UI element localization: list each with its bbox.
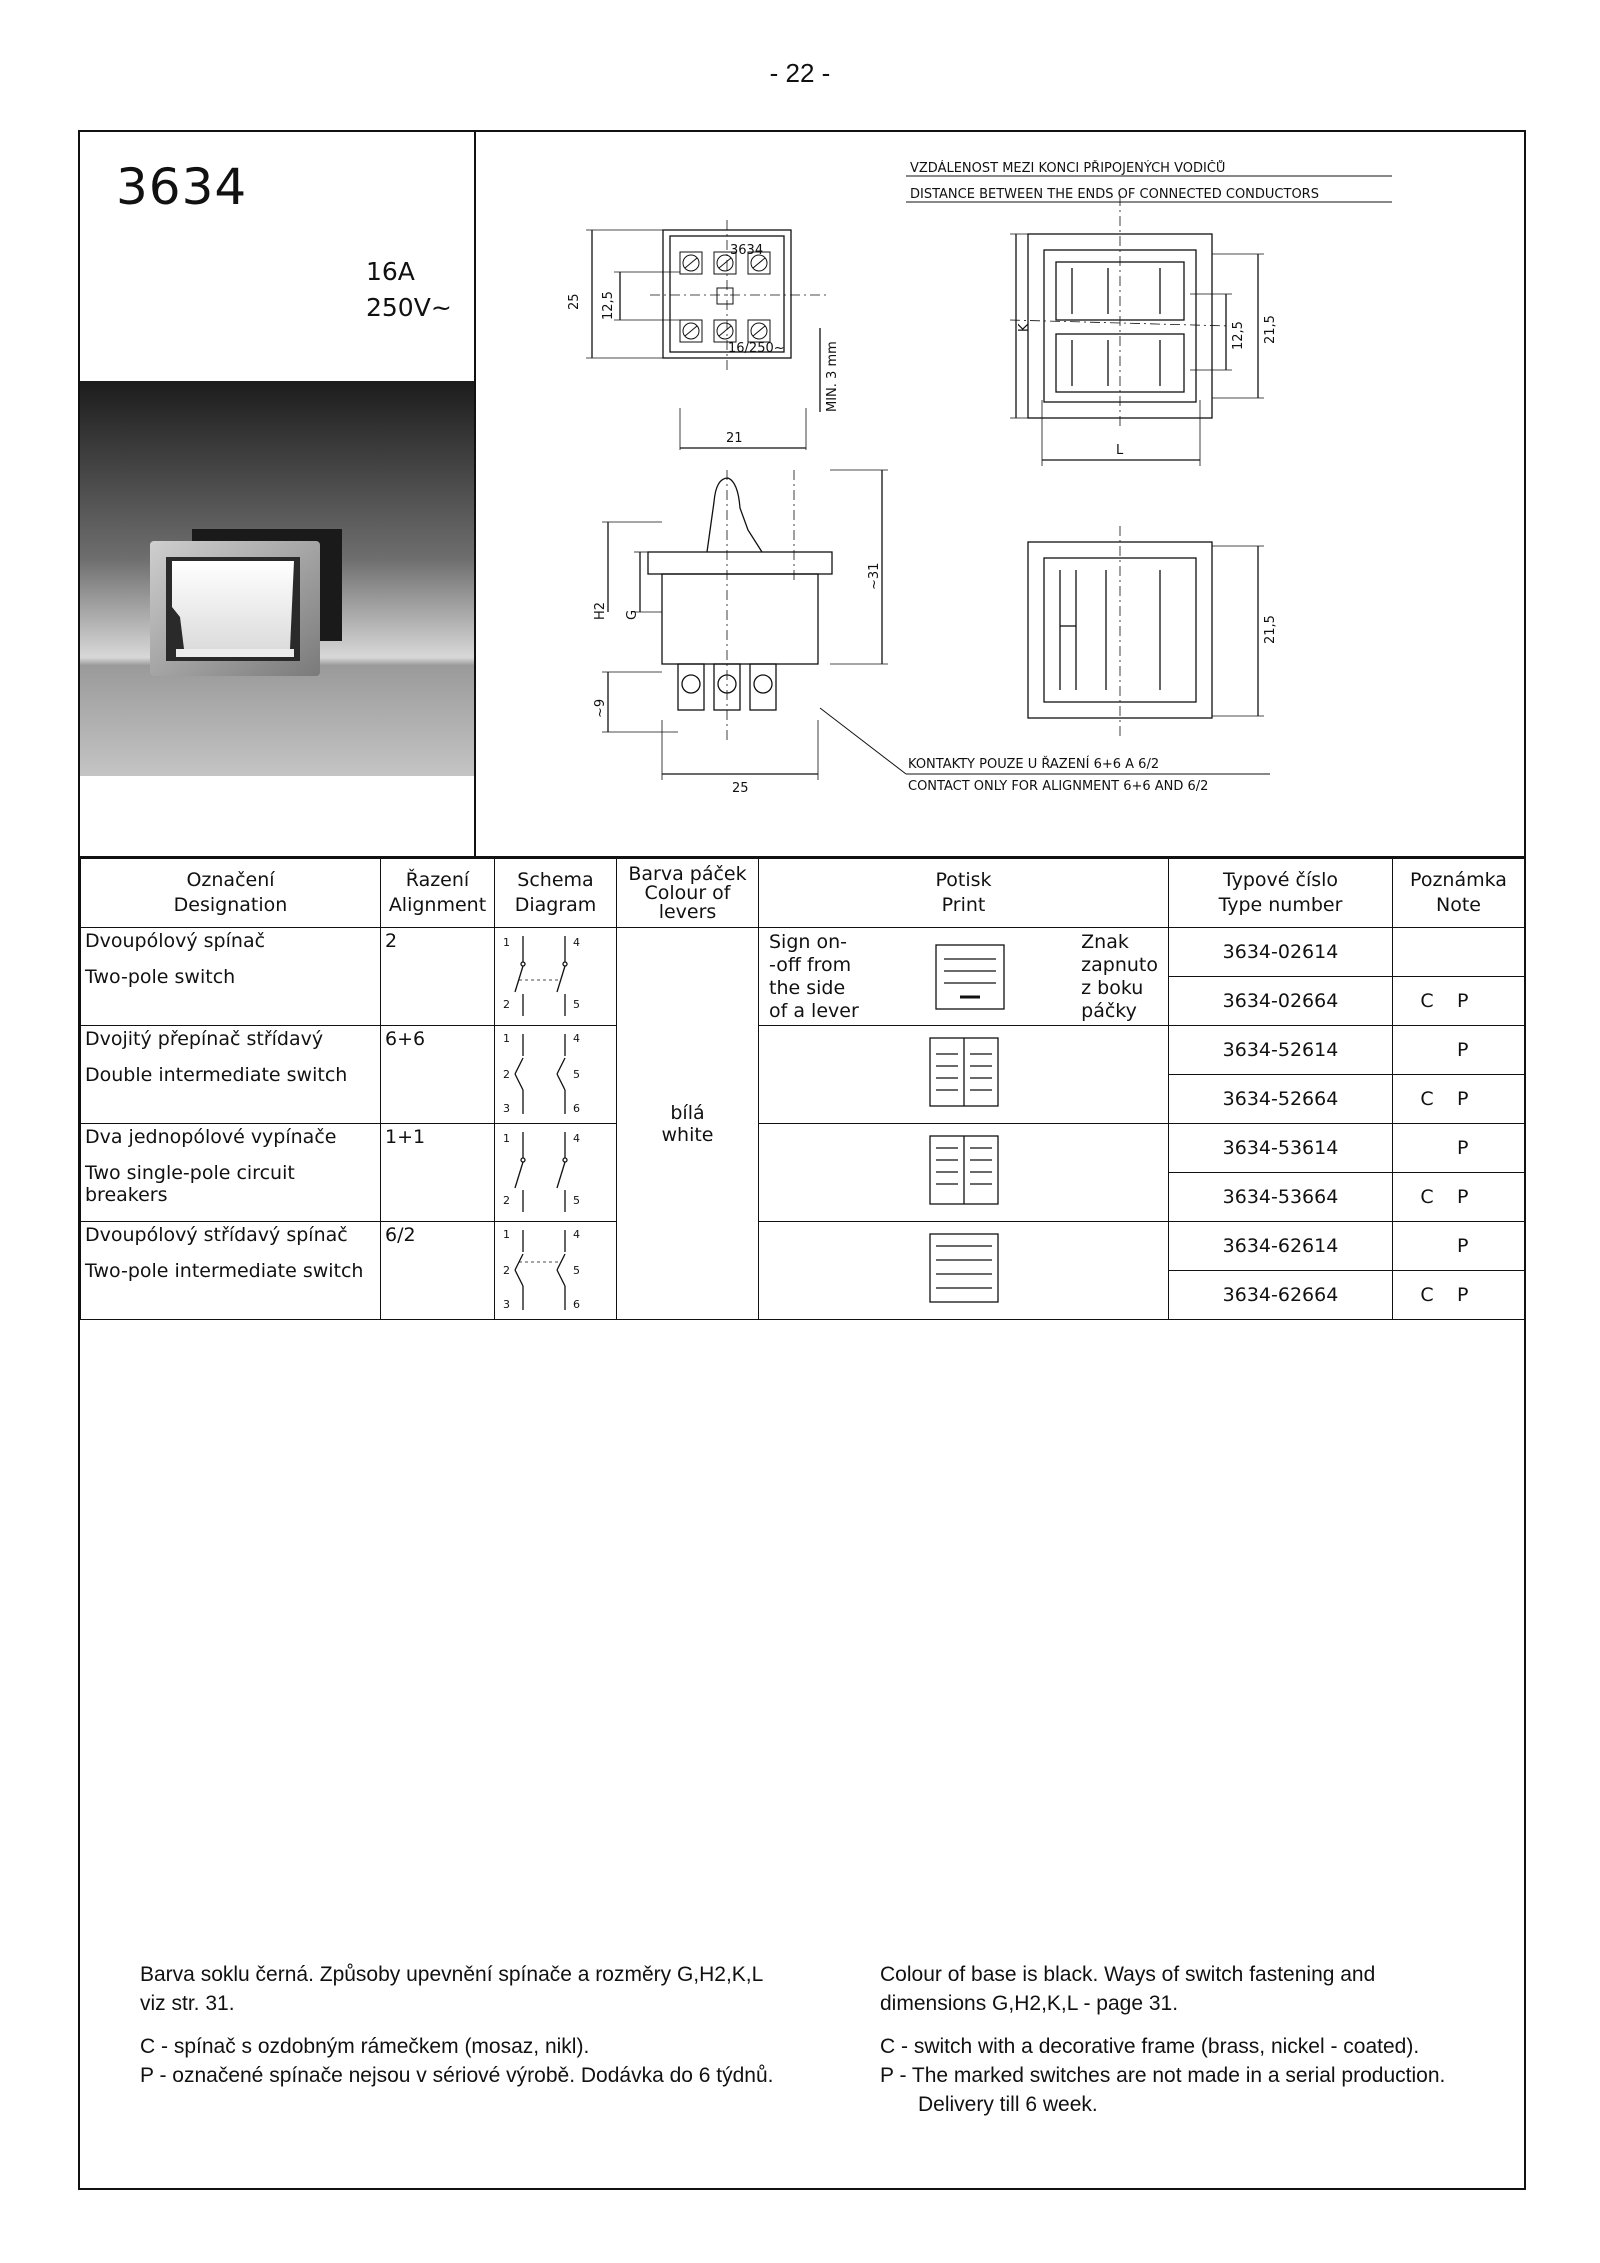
note-cell: P <box>1393 1124 1525 1173</box>
alignment-cell: 6+6 <box>381 1026 495 1124</box>
table-row <box>81 1124 1525 1173</box>
dim-21: 21 <box>726 431 743 446</box>
header-print: Potisk Print <box>759 859 1169 928</box>
note-cell: P <box>1393 1026 1525 1075</box>
header-colour: Barva páček Colour of levers <box>617 859 759 928</box>
type-number-cell: 3634-53614 <box>1169 1124 1393 1173</box>
dim-12-5-vertical: 12,5 <box>601 291 616 320</box>
svg-text:5: 5 <box>573 1068 580 1081</box>
diagram-cell <box>495 1222 617 1320</box>
type-number-cell: 3634-02664 <box>1169 977 1393 1026</box>
contact-note-en: CONTACT ONLY FOR ALIGNMENT 6+6 AND 6/2 <box>908 779 1209 794</box>
svg-text:5: 5 <box>573 998 580 1011</box>
print-text-cz: Znak zapnuto z boku páčky <box>1081 930 1158 1022</box>
table-row <box>81 1026 1525 1075</box>
distance-note-en: DISTANCE BETWEEN THE ENDS OF CONNECTED CONDUCTORS <box>910 187 1319 202</box>
rated-current: 16A <box>366 257 415 286</box>
designation-cell: Dvoupólový spínač Two-pole switch <box>81 928 381 1026</box>
print-symbol-intermediate <box>928 1232 1000 1304</box>
side-view <box>602 408 1270 780</box>
header-designation: Označení Designation <box>81 859 381 928</box>
svg-text:2: 2 <box>503 1194 510 1207</box>
note-cell: C P <box>1393 1173 1525 1222</box>
svg-text:2: 2 <box>503 1264 510 1277</box>
note-cell: C P <box>1393 1075 1525 1124</box>
contact-note-cz: KONTAKTY POUZE U ŘAZENÍ 6+6 A 6/2 <box>908 757 1160 772</box>
print-text-en: Sign on- -off from the side of a lever <box>769 930 859 1022</box>
svg-text:6: 6 <box>573 1298 580 1311</box>
dim-g: G <box>625 609 640 620</box>
svg-text:1: 1 <box>503 1032 510 1045</box>
alignment-cell: 6/2 <box>381 1222 495 1320</box>
svg-text:4: 4 <box>573 1032 580 1045</box>
print-symbol-double <box>928 1036 1000 1108</box>
svg-text:4: 4 <box>573 1132 580 1145</box>
diagram-cell <box>495 928 617 1026</box>
min-gap-label: MIN. 3 mm <box>825 341 840 412</box>
type-number-cell: 3634-62664 <box>1169 1271 1393 1320</box>
header-divider-vertical <box>474 132 476 856</box>
model-number: 3634 <box>116 158 248 216</box>
type-number-cell: 3634-52614 <box>1169 1026 1393 1075</box>
wiring-diagram <box>495 1026 615 1118</box>
svg-text:3: 3 <box>503 1102 510 1115</box>
print-symbol-onoff <box>934 943 1006 1011</box>
diagram-cell <box>495 1026 617 1124</box>
dim-25-vertical: 25 <box>567 293 582 310</box>
dim-l: L <box>1116 443 1124 458</box>
distance-note-cz: VZDÁLENOST MEZI KONCI PŘIPOJENÝCH VODIČŮ <box>910 161 1226 176</box>
print-symbol-two-single <box>928 1134 1000 1206</box>
dim-21-5-bottom: 21,5 <box>1263 615 1278 644</box>
cutout-view <box>906 176 1392 466</box>
technical-drawing <box>530 160 1520 810</box>
frame-view <box>1028 526 1264 736</box>
body-label-top: 3634 <box>730 243 764 258</box>
svg-text:2: 2 <box>503 1068 510 1081</box>
note-cell <box>1393 928 1525 977</box>
header-diagram: Schema Diagram <box>495 859 617 928</box>
dim-25-bottom: 25 <box>732 781 749 796</box>
table-row <box>81 928 1525 977</box>
dim-k: K <box>1017 323 1032 332</box>
header-alignment: Řazení Alignment <box>381 859 495 928</box>
note-cell: C P <box>1393 977 1525 1026</box>
dim-31: ~31 <box>867 562 882 590</box>
designation-cell: Dvoupólový střídavý spínač Two-pole intermediate switch <box>81 1222 381 1320</box>
dim-9: ~9 <box>593 698 608 718</box>
svg-text:3: 3 <box>503 1298 510 1311</box>
type-number-cell: 3634-02614 <box>1169 928 1393 977</box>
front-view <box>586 220 830 412</box>
wiring-diagram <box>495 1124 615 1216</box>
header-note: Poznámka Note <box>1393 859 1525 928</box>
svg-text:4: 4 <box>573 936 580 949</box>
type-number-cell: 3634-62614 <box>1169 1222 1393 1271</box>
print-cell <box>759 1222 1169 1320</box>
body-label-bottom: 16/250~ <box>728 341 785 356</box>
print-cell-onoff <box>759 928 1169 1026</box>
wiring-diagram <box>495 1222 615 1314</box>
header-type-number: Typové číslo Type number <box>1169 859 1393 928</box>
rated-voltage: 250V~ <box>366 293 452 322</box>
svg-text:1: 1 <box>503 1132 510 1145</box>
dim-21-5-top: 21,5 <box>1263 315 1278 344</box>
rating <box>366 254 452 326</box>
table-row <box>81 1222 1525 1271</box>
designation-cell: Dva jednopólové vypínače Two single-pole circuit breakers <box>81 1124 381 1222</box>
note-cell: C P <box>1393 1271 1525 1320</box>
svg-text:5: 5 <box>573 1194 580 1207</box>
colour-cell: bílá white <box>617 928 759 1320</box>
diagram-cell <box>495 1124 617 1222</box>
type-number-cell: 3634-53664 <box>1169 1173 1393 1222</box>
print-cell <box>759 1124 1169 1222</box>
svg-text:5: 5 <box>573 1264 580 1277</box>
spec-table <box>80 858 1525 1320</box>
table-header-row <box>81 859 1525 928</box>
dim-12-5-right: 12,5 <box>1231 321 1246 350</box>
note-cell: P <box>1393 1222 1525 1271</box>
product-photo <box>80 381 474 776</box>
svg-text:2: 2 <box>503 998 510 1011</box>
dim-h2: H2 <box>593 601 608 620</box>
svg-text:1: 1 <box>503 1228 510 1241</box>
svg-text:1: 1 <box>503 936 510 949</box>
alignment-cell: 1+1 <box>381 1124 495 1222</box>
alignment-cell: 2 <box>381 928 495 1026</box>
page-number: - 22 - <box>769 58 831 88</box>
svg-text:6: 6 <box>573 1102 580 1115</box>
designation-cell: Dvojitý přepínač střídavý Double intermediate switch <box>81 1026 381 1124</box>
wiring-diagram <box>495 928 615 1020</box>
type-number-cell: 3634-52664 <box>1169 1075 1393 1124</box>
svg-text:4: 4 <box>573 1228 580 1241</box>
print-cell <box>759 1026 1169 1124</box>
footer-notes-cz: Barva soklu černá. Způsoby upevnění spínače a rozměry G,H2,K,L viz str. 31. C - spínač s ozdobným rámečkem (mosaz, nikl). P - označené spínače nejsou v sériové výrobě. Dodávka do 6 týdnů. <box>140 1963 774 2087</box>
footer-notes-en: Colour of base is black. Ways of switch fastening and dimensions G,H2,K,L - page 31. C - switch with a decorative frame (brass, nickel - coated). P - The marked switches are not made in a serial production. Delivery till 6 week. <box>880 1963 1446 2116</box>
